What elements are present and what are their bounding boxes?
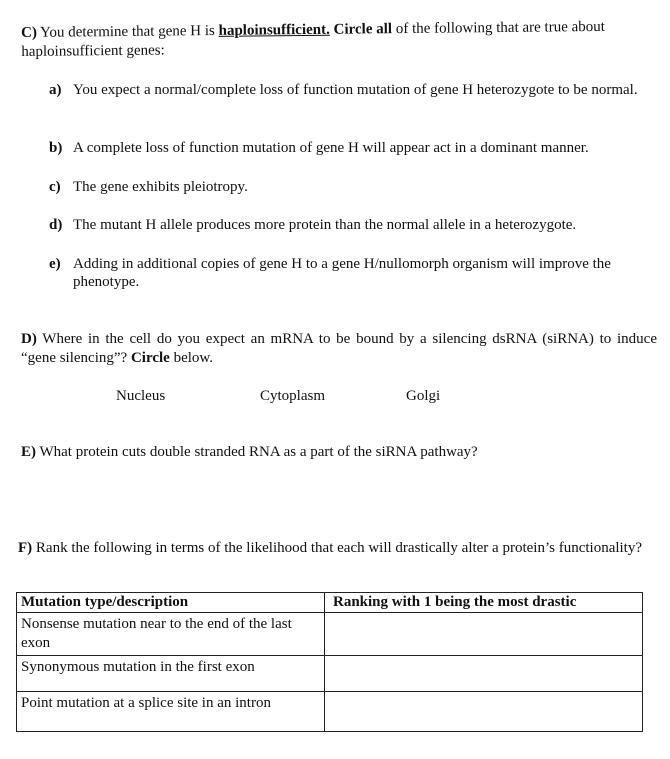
table-header-row (17, 593, 643, 613)
table-row (17, 656, 643, 692)
option-text: You expect a normal/complete loss of function mutation of gene H heterozygote to be normal. (73, 82, 638, 98)
question-e-label: E) (21, 444, 36, 460)
question-c-instruction: Circle all (333, 21, 393, 38)
option-letter: a) (49, 82, 62, 98)
mutation-ranking-table (16, 592, 643, 732)
option-letter: e) (49, 256, 61, 272)
option-c-d[interactable] (49, 216, 661, 236)
choice-nucleus[interactable]: Nucleus (116, 388, 166, 404)
question-d-label: D) (21, 331, 37, 347)
question-c-label: C) (21, 24, 38, 41)
option-c-b[interactable] (49, 139, 661, 159)
question-e (21, 443, 657, 462)
option-c-c[interactable] (49, 178, 661, 198)
table-row (17, 613, 643, 656)
option-text: The gene exhibits pleiotropy. (73, 179, 248, 195)
question-f-text: Rank the following in terms of the likelihood that each will drastically alter a protein’s functionality? (35, 540, 643, 556)
header-mutation-type: Mutation type/description (17, 593, 325, 613)
ranking-cell[interactable] (325, 613, 643, 656)
mutation-description: Nonsense mutation near to the end of the last exon (17, 613, 325, 656)
table-row (17, 692, 643, 732)
mutation-description: Synonymous mutation in the first exon (17, 656, 325, 692)
header-ranking: Ranking with 1 being the most drastic (325, 593, 643, 613)
question-d-instruction: Circle (130, 350, 170, 366)
question-d-text: Where in the cell do you expect an mRNA to be bound by a silencing dsRNA (siRNA) to induce “gene silencing”? (21, 331, 657, 366)
mutation-description: Point mutation at a splice site in an intron (17, 692, 325, 732)
option-c-e[interactable] (49, 255, 661, 293)
question-f-label: F) (18, 540, 33, 556)
question-c (21, 17, 661, 62)
option-c-a[interactable] (49, 81, 661, 119)
question-e-text: What protein cuts double stranded RNA as a part of the siRNA pathway? (39, 444, 478, 460)
option-letter: b) (49, 140, 63, 156)
option-letter: d) (49, 217, 63, 233)
choice-golgi[interactable]: Golgi (406, 388, 441, 404)
option-text: The mutant H allele produces more protein than the normal allele in a heterozygote. (73, 217, 577, 233)
haploinsufficient-term: haploinsufficient. (218, 21, 330, 39)
question-d (21, 330, 657, 368)
choice-cytoplasm[interactable]: Cytoplasm (260, 388, 326, 404)
question-c-text-before: You determine that gene H is (40, 22, 215, 41)
option-text: A complete loss of function mutation of gene H will appear act in a dominant manner. (73, 140, 589, 156)
question-c-text-after: of the following that are true about haploinsufficient genes: (21, 18, 605, 60)
option-text: Adding in additional copies of gene H to a gene H/nullomorph organism will improve the phenotype. (73, 256, 611, 290)
ranking-cell[interactable] (325, 656, 643, 692)
option-letter: c) (49, 179, 61, 195)
question-d-instruction-rest: below. (173, 350, 214, 366)
ranking-cell[interactable] (325, 692, 643, 732)
question-f (18, 539, 646, 558)
